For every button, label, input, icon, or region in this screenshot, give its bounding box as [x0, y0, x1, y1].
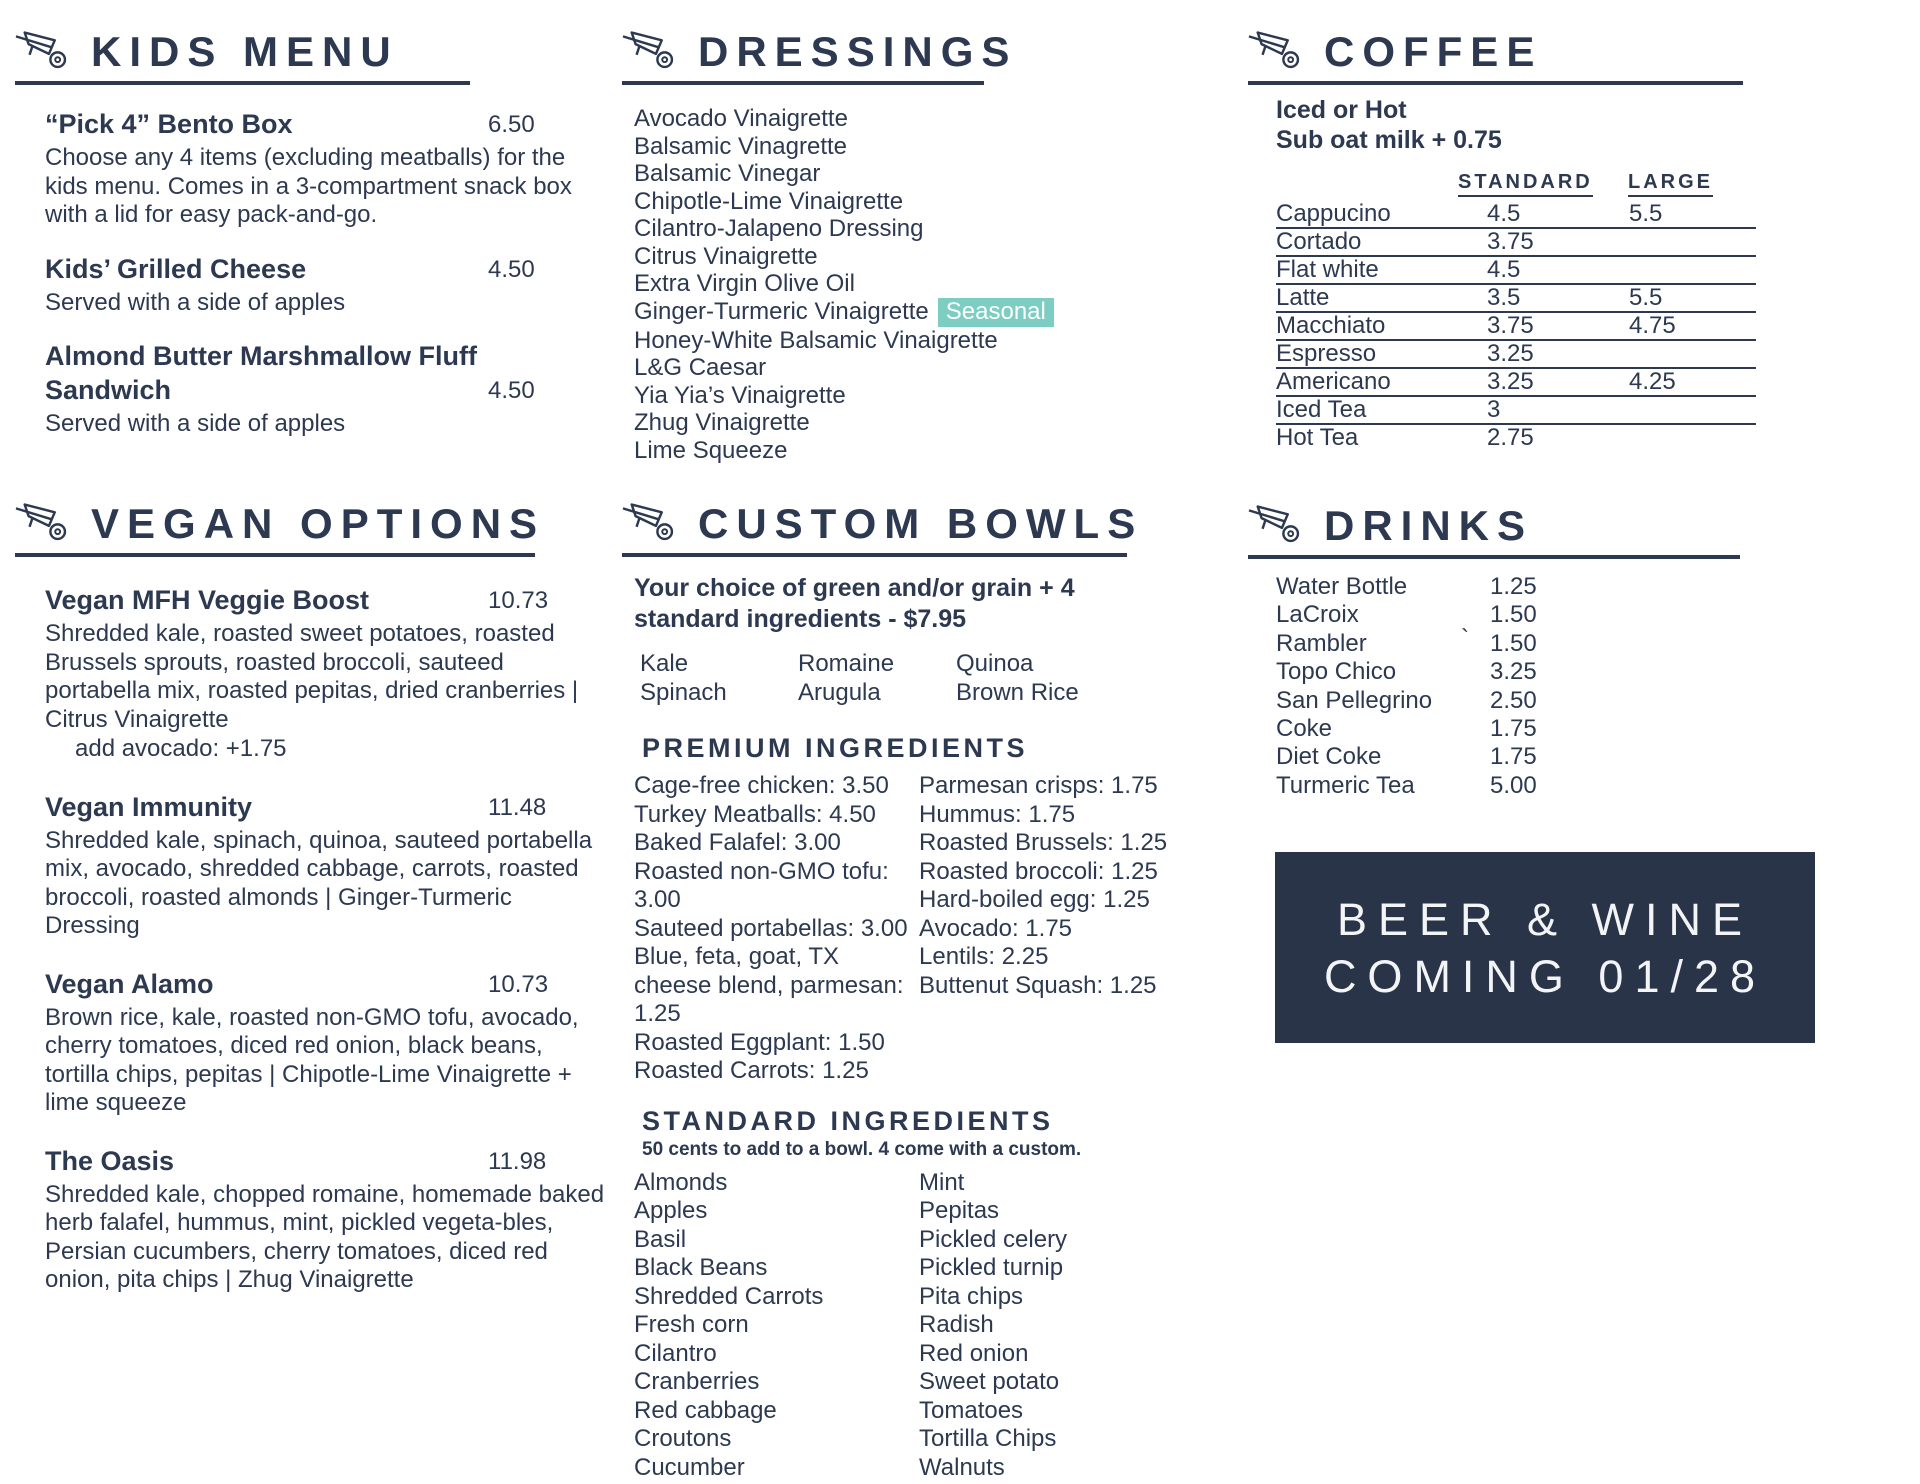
section-title: DRESSINGS: [698, 27, 1018, 75]
menu-item-description: Shredded kale, roasted sweet potatoes, roasted Brussels sprouts, roasted broccoli, sauteed portabella mix, roasted pepitas, dried cranberries | Citrus Vinaigrette: [45, 620, 579, 733]
menu-item-price: 4.50: [488, 377, 535, 404]
menu-item-description: Served with a side of apples: [45, 410, 346, 437]
coffee-row: [1276, 313, 1756, 341]
drink-name-text: Coke: [1276, 715, 1333, 743]
section-vegan-options: [15, 500, 605, 1295]
drink-row: [1276, 573, 1868, 601]
seasonal-badge: Seasonal: [938, 298, 1054, 327]
coffee-standard-price: 4.5: [1487, 256, 1521, 283]
drink-row: [1276, 601, 1868, 629]
ingredient-item: Croutons: [634, 1425, 732, 1452]
menu-item: [45, 107, 605, 230]
drink-row: [1276, 624, 1868, 658]
drink-name-text: San Pellegrino: [1276, 686, 1433, 714]
ingredient-item: Pickled turnip: [919, 1254, 1064, 1281]
green-grain-item: Spinach: [640, 678, 727, 706]
green-grain-item: Romaine: [798, 650, 895, 677]
coffee-standard-price: 3.75: [1487, 228, 1534, 255]
ingredient-item: Hard-boiled egg: 1.25: [919, 886, 1150, 913]
menu-item-description: Shredded kale, chopped romaine, homemade baked herb falafel, hummus, mint, pickled vegeta-bles, Persian cucumbers, cherry tomatoes, diced red onion, pita chips | Zhug Vinaigrette: [45, 1180, 605, 1293]
banner-line-2: COMING 01/28: [1323, 950, 1767, 1002]
menu-item: [45, 967, 605, 1118]
menu-item: [45, 790, 605, 941]
coffee-large-price: 4.25: [1629, 368, 1676, 395]
drink-name: [1276, 772, 1490, 800]
custom-bowls-intro: Your choice of green and/or grain + 4 standard ingredients - $7.95: [634, 574, 1075, 633]
drink-price: 1.25: [1490, 573, 1537, 600]
dressing-item: [634, 270, 1222, 298]
ingredient-item: Almonds: [634, 1168, 728, 1196]
kids-menu-header: [15, 28, 470, 85]
drink-price: 1.50: [1490, 629, 1537, 657]
drink-price: 1.75: [1490, 715, 1537, 743]
drink-name: [1276, 624, 1490, 658]
ingredient-item: Roasted broccoli: 1.25: [919, 857, 1158, 885]
menu-item-name: “Pick 4” Bento Box: [45, 109, 293, 139]
dressing-name: Avocado Vinaigrette: [634, 105, 848, 132]
coffee-standard-price: 3.25: [1487, 340, 1534, 367]
ingredient-item: Roasted Carrots: 1.25: [634, 1057, 869, 1084]
premium-ingredients-right: [919, 772, 1222, 1086]
section-title: DRINKS: [1324, 501, 1534, 549]
coffee-standard-price: 3: [1487, 396, 1501, 423]
drink-row: [1276, 687, 1868, 715]
wheelbarrow-icon: [15, 500, 79, 542]
menu-item: [45, 252, 605, 318]
coffee-header: [1248, 28, 1743, 85]
ingredient-item: Basil: [634, 1225, 687, 1253]
section-custom-bowls: [622, 500, 1222, 1482]
ingredient-item: Mint: [919, 1168, 965, 1196]
drink-price: 1.75: [1490, 743, 1537, 771]
drink-row: [1276, 772, 1868, 800]
ingredient-item: Tomatoes: [919, 1396, 1024, 1424]
coffee-standard-price: 3.25: [1487, 368, 1534, 395]
menu-item-name: Vegan Immunity: [45, 791, 253, 822]
standard-ingredients-heading: STANDARD INGREDIENTS: [642, 1105, 1054, 1136]
drink-row: [1276, 658, 1868, 686]
coffee-standard-price: 3.5: [1487, 284, 1521, 311]
beer-wine-banner: [1275, 852, 1815, 1043]
section-title: VEGAN OPTIONS: [91, 499, 546, 547]
dressing-item: [634, 105, 1222, 133]
ingredient-item: Avocado: 1.75: [919, 914, 1073, 942]
menu-item: [45, 339, 605, 439]
green-grain-item: Kale: [640, 650, 689, 677]
coffee-standard-price: 3.75: [1487, 312, 1534, 339]
ingredient-item: Pepitas: [919, 1197, 1000, 1224]
ingredient-item: Red onion: [919, 1339, 1029, 1367]
dressing-item: [634, 133, 1222, 161]
drink-row: [1276, 715, 1868, 743]
greens-column-3: [956, 650, 1222, 707]
menu-item-name: The Oasis: [45, 1145, 175, 1176]
section-kids-menu: [15, 28, 605, 439]
dressing-name: Zhug Vinaigrette: [634, 409, 810, 436]
standard-ingredients: [634, 1106, 1222, 1483]
menu-item-name: Kids’ Grilled Cheese: [45, 253, 307, 284]
ingredient-item: Roasted non-GMO tofu: 3.00: [634, 857, 889, 913]
menu-item-header: [45, 107, 605, 141]
premium-ingredients-left: [634, 772, 919, 1086]
coffee-price-table: [1276, 171, 1756, 453]
coffee-item-name: Espresso: [1276, 340, 1377, 367]
coffee-content: [1248, 95, 1868, 453]
coffee-row: [1276, 285, 1756, 313]
dressing-name: Chipotle-Lime Vinaigrette: [634, 187, 904, 215]
menu-item-price: 10.73: [488, 970, 549, 998]
wheelbarrow-icon: [1248, 28, 1312, 70]
coffee-row: [1276, 397, 1756, 425]
drink-name-text: LaCroix: [1276, 601, 1359, 629]
drink-name: [1276, 715, 1490, 743]
coffee-table-header: [1276, 171, 1756, 201]
dressing-item: [634, 382, 1222, 410]
drink-row: [1276, 743, 1868, 771]
coffee-large-price: 4.75: [1629, 312, 1676, 339]
ingredient-item: Hummus: 1.75: [919, 800, 1076, 828]
drink-price: 2.50: [1490, 686, 1537, 714]
dressing-name: Balsamic Vinegar: [634, 160, 821, 187]
dressing-item: [634, 327, 1222, 355]
drink-price: 3.25: [1490, 658, 1537, 686]
coffee-row: [1276, 201, 1756, 229]
dressing-item: [634, 409, 1222, 437]
coffee-large-price: 5.5: [1629, 284, 1663, 311]
section-title: CUSTOM BOWLS: [698, 499, 1144, 547]
menu-item-header: [45, 1144, 605, 1178]
coffee-standard-price: 2.75: [1487, 424, 1534, 451]
menu-item-price: 10.73: [488, 587, 549, 614]
ingredient-item: Fresh corn: [634, 1311, 749, 1338]
menu-item-header: [45, 583, 605, 617]
coffee-item-name: Cappucino: [1276, 200, 1391, 227]
ingredient-item: Sweet potato: [919, 1368, 1060, 1395]
dressing-name: L&G Caesar: [634, 354, 767, 381]
section-drinks: [1248, 502, 1868, 800]
greens-column-1: [640, 650, 798, 707]
coffee-row: [1276, 341, 1756, 369]
drink-name: [1276, 687, 1490, 715]
menu-item-price: 11.48: [488, 793, 547, 821]
wheelbarrow-icon: [622, 28, 686, 70]
coffee-row: [1276, 369, 1756, 397]
column-header-large: LARGE: [1628, 171, 1713, 197]
kids-menu-items: [15, 107, 605, 439]
drink-name-text: Topo Chico: [1276, 658, 1397, 686]
wheelbarrow-icon: [15, 28, 79, 70]
coffee-item-name: Macchiato: [1276, 312, 1386, 339]
wheelbarrow-icon-slot: [1248, 28, 1312, 75]
ingredient-item: Cilantro: [634, 1339, 717, 1367]
menu-item-price: 4.50: [488, 255, 535, 283]
wheelbarrow-icon-slot: [622, 28, 686, 75]
section-title: KIDS MENU: [91, 27, 399, 75]
section-title: COFFEE: [1324, 27, 1543, 75]
greens-column-2: [798, 650, 956, 707]
standard-ingredients-right: [919, 1169, 1222, 1483]
ingredient-item: Radish: [919, 1311, 994, 1338]
greens-grains-table: [634, 650, 1222, 707]
standard-ingredients-left: [634, 1169, 919, 1483]
coffee-item-name: Hot Tea: [1276, 424, 1359, 451]
ingredient-item: Apples: [634, 1197, 708, 1224]
ingredient-item: Cage-free chicken: 3.50: [634, 772, 889, 799]
ingredient-item: Turkey Meatballs: 4.50: [634, 800, 876, 828]
menu-item: [45, 1144, 605, 1295]
drink-price: 5.00: [1490, 771, 1537, 799]
ingredient-item: Pita chips: [919, 1282, 1024, 1310]
dressing-name: Lime Squeeze: [634, 436, 788, 464]
wheelbarrow-icon-slot: [1248, 502, 1312, 549]
ingredient-item: Sauteed portabellas: 3.00: [634, 914, 908, 942]
ingredient-item: Shredded Carrots: [634, 1282, 824, 1310]
vegan-options-items: [15, 583, 605, 1295]
ingredient-item: Blue, feta, goat, TX cheese blend, parmesan: 1.25: [634, 943, 904, 1027]
ingredient-item: Roasted Brussels: 1.25: [919, 829, 1168, 856]
dressing-name: Balsamic Vinagrette: [634, 132, 847, 160]
ingredient-item: Cranberries: [634, 1368, 760, 1395]
menu-item-name: Vegan MFH Veggie Boost: [45, 585, 370, 615]
wheelbarrow-icon: [1248, 502, 1312, 544]
menu-item-header: [45, 339, 605, 407]
menu-item-note: add avocado: +1.75: [75, 735, 287, 762]
dressings-header: [622, 27, 1018, 85]
ingredient-item: Baked Falafel: 3.00: [634, 829, 841, 856]
menu-item-description: Brown rice, kale, roasted non-GMO tofu, avocado, cherry tomatoes, diced red onion, black beans, tortilla chips, pepitas | Chipotle-Lime Vinaigrette + lime squeeze: [45, 1003, 579, 1116]
dressing-name: Ginger-Turmeric Vinaigrette: [634, 297, 929, 325]
ingredient-item: Walnuts: [919, 1453, 1005, 1481]
menu-item-name: Vegan Alamo: [45, 968, 214, 999]
coffee-item-name: Iced Tea: [1276, 396, 1367, 423]
drink-name-text: Turmeric Tea: [1276, 771, 1415, 799]
coffee-item-name: Americano: [1276, 368, 1391, 395]
dressing-item: [634, 437, 1222, 465]
menu-item-name: Almond Butter Marshmallow Fluff Sandwich: [45, 341, 477, 405]
banner-line-1: BEER & WINE: [1336, 893, 1754, 945]
dressing-item: [634, 160, 1222, 188]
coffee-subtitle: [1276, 95, 1868, 155]
green-grain-item: Quinoa: [956, 650, 1034, 677]
drink-name-text: Diet Coke: [1276, 743, 1382, 771]
ingredient-item: Cucumber: [634, 1453, 745, 1481]
coffee-standard-price: 4.5: [1487, 200, 1521, 227]
coffee-rows: [1276, 201, 1756, 453]
ingredient-item: Roasted Eggplant: 1.50: [634, 1028, 885, 1056]
dressing-item: [634, 298, 1222, 327]
drink-name-text: Water Bottle: [1276, 573, 1408, 600]
ingredient-item: Buttenut Squash: 1.25: [919, 971, 1157, 999]
dressing-name: Honey-White Balsamic Vinaigrette: [634, 326, 998, 354]
standard-ingredients-note: 50 cents to add to a bowl. 4 come with a custom.: [642, 1138, 1082, 1160]
wheelbarrow-icon-slot: [622, 500, 686, 547]
menu-item: [45, 583, 605, 764]
ingredient-item: Red cabbage: [634, 1396, 777, 1424]
drink-name: [1276, 601, 1490, 629]
menu-item-price: 11.98: [488, 1147, 547, 1175]
wheelbarrow-icon-slot: [15, 500, 79, 547]
dressing-item: [634, 215, 1222, 243]
coffee-item-name: Flat white: [1276, 256, 1379, 283]
drink-price: 1.50: [1490, 601, 1537, 629]
dressing-name: Extra Virgin Olive Oil: [634, 270, 855, 297]
menu-item-header: [45, 967, 605, 1001]
stray-mark: `: [1461, 624, 1469, 652]
vegan-options-header: [15, 499, 546, 557]
premium-ingredients-heading: PREMIUM INGREDIENTS: [642, 733, 1029, 763]
ingredient-item: Pickled celery: [919, 1225, 1068, 1253]
dressings-list: [622, 105, 1222, 464]
section-dressings: [622, 28, 1222, 464]
coffee-row: [1276, 425, 1756, 453]
coffee-item-name: Latte: [1276, 284, 1330, 311]
green-grain-item: Arugula: [798, 678, 881, 706]
coffee-large-price: 5.5: [1629, 200, 1663, 227]
dressing-name: Yia Yia’s Vinaigrette: [634, 381, 846, 409]
drinks-list: [1248, 573, 1868, 800]
premium-ingredients: [634, 733, 1222, 1086]
wheelbarrow-icon: [622, 500, 686, 542]
coffee-iced-or-hot: Iced or Hot: [1276, 96, 1407, 124]
coffee-row: [1276, 257, 1756, 285]
ingredient-item: Lentils: 2.25: [919, 943, 1049, 970]
column-header-standard: STANDARD: [1458, 171, 1593, 197]
menu-item-price: 6.50: [488, 111, 535, 138]
menu-item-header: [45, 790, 605, 824]
drink-name: [1276, 743, 1490, 771]
wheelbarrow-icon-slot: [15, 28, 79, 75]
dressing-item: [634, 243, 1222, 271]
dressing-item: [634, 354, 1222, 382]
ingredient-item: Tortilla Chips: [919, 1425, 1057, 1452]
menu-item-description: Shredded kale, spinach, quinoa, sauteed portabella mix, avocado, shredded cabbage, carrots, roasted broccoli, roasted almonds | Ginger-Turmeric Dressing: [45, 826, 593, 939]
drinks-header: [1248, 502, 1740, 559]
dressing-item: [634, 188, 1222, 216]
dressing-name: Citrus Vinaigrette: [634, 242, 818, 270]
dressing-name: Cilantro-Jalapeno Dressing: [634, 215, 924, 242]
coffee-oat-milk-note: Sub oat milk + 0.75: [1276, 126, 1502, 154]
ingredient-item: Parmesan crisps: 1.75: [919, 772, 1158, 799]
menu-item-description: Served with a side of apples: [45, 288, 346, 316]
custom-bowls-header: [622, 499, 1144, 557]
drink-name: [1276, 658, 1490, 686]
menu-item-description: Choose any 4 items (excluding meatballs) for the kids menu. Comes in a 3-compartment snack box with a lid for easy pack-and-go.: [45, 144, 572, 228]
coffee-row: [1276, 229, 1756, 257]
drink-name-text: Rambler: [1276, 629, 1367, 657]
ingredient-item: Black Beans: [634, 1254, 768, 1281]
green-grain-item: Brown Rice: [956, 678, 1079, 706]
coffee-item-name: Cortado: [1276, 228, 1362, 255]
drink-name: [1276, 573, 1490, 601]
section-coffee: [1248, 28, 1868, 453]
custom-bowls-content: [622, 573, 1222, 1482]
menu-item-header: [45, 252, 605, 286]
